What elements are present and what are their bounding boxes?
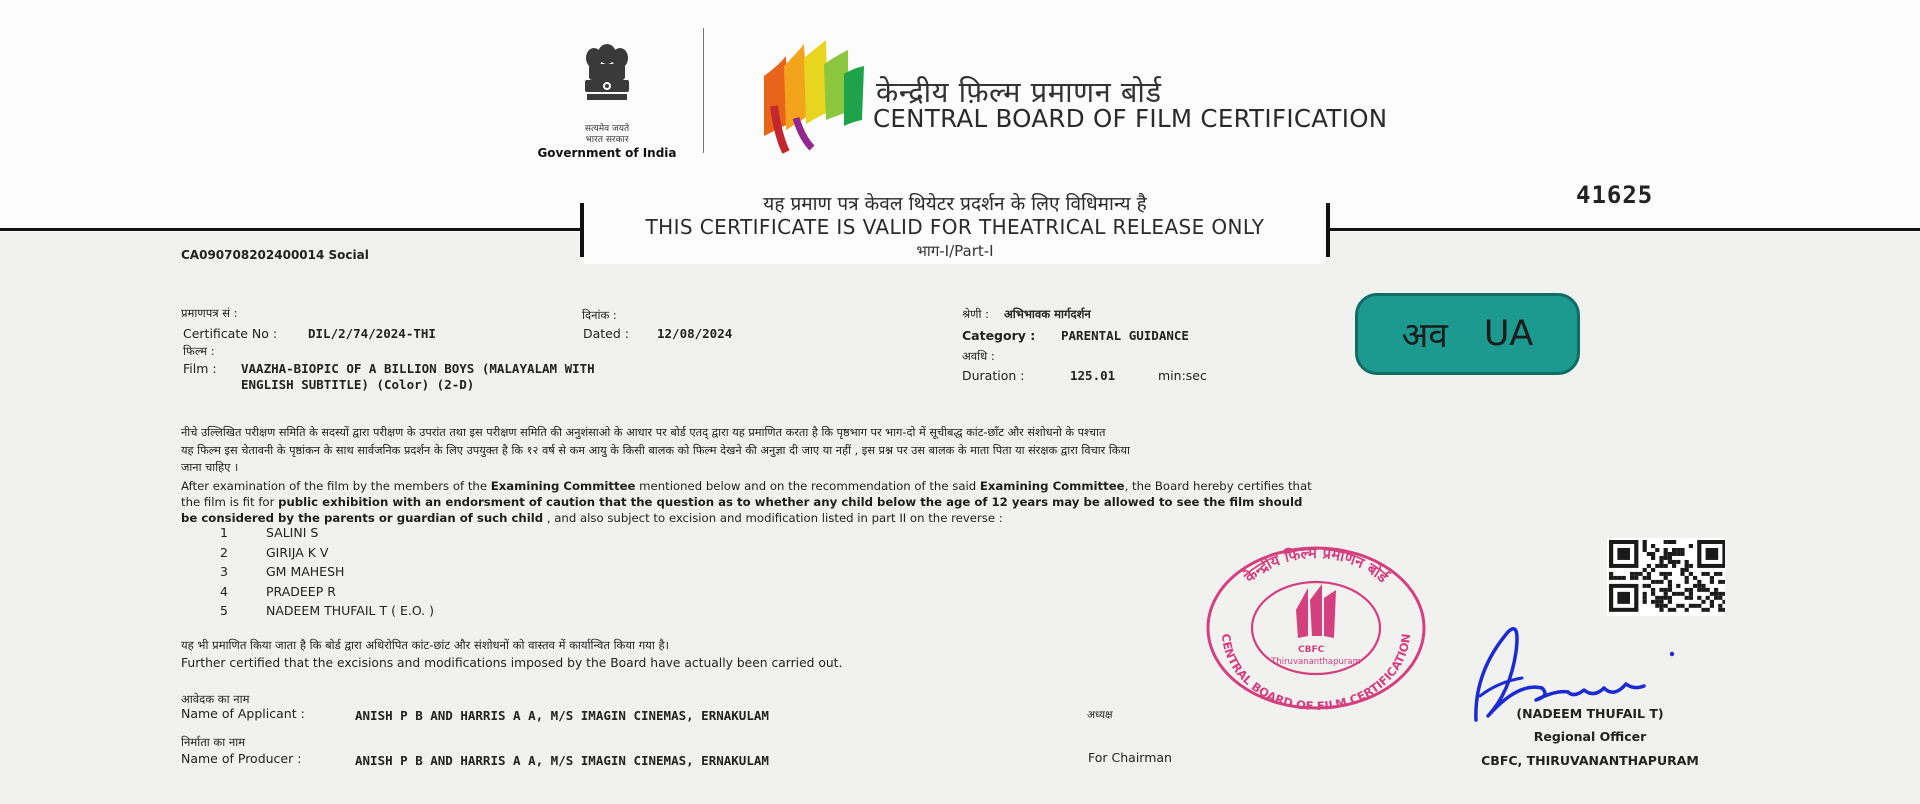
list-item [220, 584, 434, 604]
member-name: PRADEEP R [266, 583, 336, 599]
reference-number: CA090708202400014 Social [181, 248, 369, 262]
further-hindi: यह भी प्रमाणित किया जाता है कि बोर्ड द्वारा अधिरोपित कांट-छांट और संशोधनों को वास्तव में कार्यान्वित किया गया है। [181, 638, 669, 652]
cbfc-logo-icon [756, 36, 866, 154]
film-title-line2: ENGLISH SUBTITLE) (Color) (2-D) [241, 377, 475, 392]
date-label-hindi: दिनांक : [582, 308, 617, 322]
national-emblem-icon [577, 40, 637, 118]
serial-number: 41625 [1576, 181, 1654, 209]
officer-office: CBFC, THIRUVANANTHAPURAM [1481, 753, 1699, 768]
svg-text:केन्द्रीय फिल्म प्रमाणन बोर्ड [1240, 544, 1392, 587]
rating-badge [1355, 293, 1580, 375]
rating-english: UA [1483, 314, 1534, 354]
validity-notice [584, 193, 1326, 264]
certificate-no-value: DIL/2/74/2024-THI [308, 326, 436, 341]
hindi-statement [181, 424, 1711, 477]
stmt-part5: , the Board hereby certifies that [1124, 479, 1312, 493]
stmt-part2: Examining Committee [490, 479, 636, 493]
member-number: 2 [220, 544, 228, 560]
stmt-part8: be considered by the parents or guardian of such child [181, 511, 544, 525]
category-label: Category : [962, 328, 1036, 343]
member-number: 5 [220, 603, 228, 618]
seal-bottom-text: CENTRAL BOARD OF FILM CERTIFICATION [1218, 632, 1414, 710]
list-item [220, 545, 434, 565]
duration-label-hindi: अवधि : [962, 349, 995, 363]
applicant-label: Name of Applicant : [181, 706, 305, 721]
applicant-value: ANISH P B AND HARRIS A A, M/S IMAGIN CINEMAS, ERNAKULAM [355, 708, 769, 723]
validity-english: THIS CERTIFICATE IS VALID FOR THEATRICAL RELEASE ONLY [645, 215, 1265, 239]
category-value: PARENTAL GUIDANCE [1061, 328, 1189, 343]
stmt-part6: the film is fit for [181, 495, 279, 509]
producer-label-hindi: निर्माता का नाम [181, 735, 246, 749]
header-rule-left [0, 228, 584, 231]
category-value-hindi: अभिभावक मार्गदर्शन [1004, 307, 1091, 321]
chairman-english: For Chairman [1088, 750, 1172, 765]
seal-top-text: केन्द्रीय फिल्म प्रमाणन बोर्ड [1240, 543, 1392, 587]
member-number: 4 [220, 583, 228, 599]
list-item [220, 564, 434, 584]
officer-name: (NADEEM THUFAIL T) [1516, 706, 1664, 721]
stmt-part7: public exhibition with an endorsment of caution that the question as to whether any child below the age of 12 years may be allowed to see the film should [278, 495, 1303, 509]
hindi-statement-line1: नीचे उल्लिखित परीक्षण समिति के सदस्यों द्वारा परीक्षण के उपरांत तथा इस परीक्षण समिति की अनुशंसाओ के आधार पर बोर्ड एतद् द्वारा यह प्रमाणित करता है कि पृष्ठभाग पर भाग-दो में सूचीबद्ध कांट-छाँट और संशोधनो के पश्चात [181, 426, 1106, 439]
english-statement [181, 478, 1711, 526]
seal-center: CBFC [1298, 645, 1325, 655]
validity-hindi: यह प्रमाण पत्र केवल थियेटर प्रदर्शन के लिए विधिमान्य है [763, 193, 1147, 215]
rating-hindi: अव [1401, 315, 1448, 356]
chairman-hindi: अध्यक्ष [1087, 709, 1113, 721]
stmt-part3: mentioned below and on the recommendation of the said [635, 479, 980, 493]
rule-bracket-right [1326, 203, 1330, 257]
cbfc-seal-stamp [1200, 540, 1432, 710]
government-of-india-block [532, 40, 682, 161]
film-title-line1: VAAZHA-BIOPIC OF A BILLION BOYS (MALAYALAM WITH [241, 361, 595, 376]
govt-hindi: भारत सरकार [585, 135, 629, 145]
category-label-hindi: श्रेणी : [962, 307, 989, 321]
applicant-label-hindi: आवेदक का नाम [181, 692, 250, 706]
film-label-hindi: फिल्म : [183, 344, 215, 358]
qr-code [1607, 538, 1725, 616]
emblem-motto: सत्यमेव जयते [584, 124, 630, 134]
officer-title: Regional Officer [1533, 729, 1647, 744]
govt-english: Government of India [537, 146, 677, 160]
member-name: SALINI S [266, 525, 319, 540]
duration-value: 125.01 [1070, 368, 1116, 383]
member-name: NADEEM THUFAIL T ( E.O. ) [266, 603, 434, 618]
stmt-part9: , and also subject to excision and modification listed in part II on the reverse : [543, 511, 1003, 525]
member-number: 3 [220, 564, 228, 579]
hindi-statement-line2: यह फिल्म इस चेतावनी के पृष्ठांकन के साथ सार्वजनिक प्रदर्शन के लिए उपयुक्त है कि १२ वर्ष से कम आयु के किसी बालक को फिल्म देखने की अनुज्ञा दी जाए या नहीं , इस प्रश्न पर उस बालक के माता पिता या संरक्षक द्वारा विचार किया [181, 443, 1130, 457]
board-title-hindi: केन्द्रीय फ़िल्म प्रमाणन बोर्ड [876, 75, 1162, 109]
list-item [220, 603, 434, 623]
seal-city: Thiruvananthapuram [1271, 657, 1361, 667]
stmt-part4: Examining Committee [979, 479, 1125, 493]
stmt-part1: After examination of the film by the members of the [181, 479, 491, 493]
board-title-english: CENTRAL BOARD OF FILM CERTIFICATION [873, 104, 1388, 133]
header-divider [703, 28, 704, 153]
committee-list [220, 525, 434, 623]
film-label: Film : [183, 361, 217, 376]
member-name: GM MAHESH [266, 564, 345, 579]
certificate-no-label-hindi: प्रमाणपत्र सं : [181, 306, 238, 320]
certificate-no-label: Certificate No : [183, 326, 278, 341]
duration-label: Duration : [962, 368, 1025, 383]
part-label: भाग-I/Part-I [916, 242, 994, 260]
member-name: GIRIJA K V [266, 544, 329, 560]
list-item [220, 525, 434, 545]
date-label: Dated : [583, 326, 629, 341]
duration-unit: min:sec [1158, 368, 1207, 383]
producer-label: Name of Producer : [181, 751, 302, 766]
hindi-statement-line3: जाना चाहिए । [181, 461, 239, 474]
further-english: Further certified that the excisions and modifications imposed by the Board have actually been carried out. [181, 656, 843, 670]
date-value: 12/08/2024 [657, 326, 733, 341]
header-rule-right [1326, 228, 1920, 231]
producer-value: ANISH P B AND HARRIS A A, M/S IMAGIN CINEMAS, ERNAKULAM [355, 753, 769, 768]
member-number: 1 [220, 525, 228, 540]
